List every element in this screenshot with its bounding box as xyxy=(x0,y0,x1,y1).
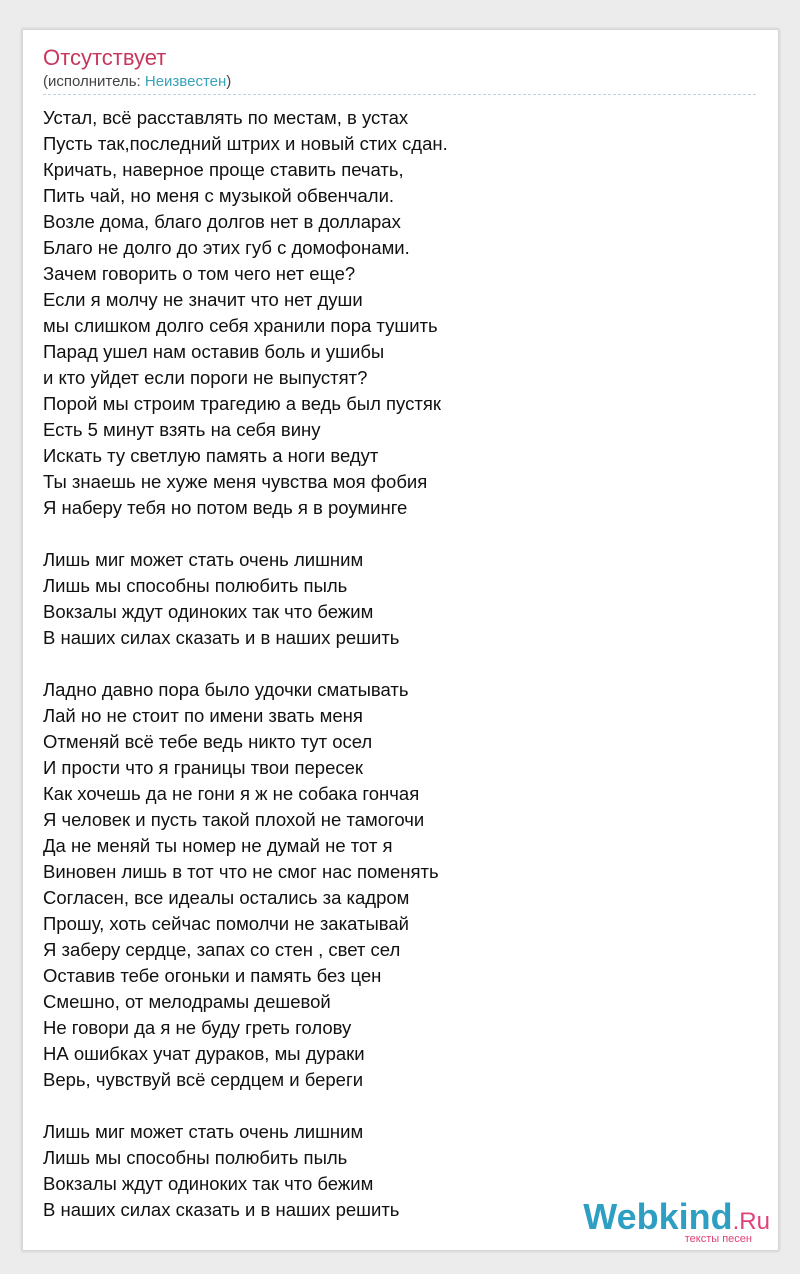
stanza-gap xyxy=(43,521,448,547)
lyric-line: Возле дома, благо долгов нет в долларах xyxy=(43,211,401,232)
lyric-line: Вокзалы ждут одиноких так что бежим xyxy=(43,1173,374,1194)
artist-line xyxy=(43,73,231,91)
artist-link[interactable]: Неизвестен xyxy=(144,73,227,90)
logo-subtitle: тексты песен xyxy=(684,1233,752,1245)
lyric-line: Вокзалы ждут одиноких так что бежим xyxy=(43,601,374,622)
lyric-line: Благо не долго до этих губ с домофонами. xyxy=(43,237,410,258)
lyric-line: Я наберу тебя но потом ведь я в роуминге xyxy=(43,497,408,518)
stanza-gap xyxy=(43,1093,448,1119)
lyrics-body xyxy=(43,105,448,1223)
lyric-line: Пусть так,последний штрих и новый стих сдан. xyxy=(43,133,448,154)
lyric-line: Лай но не стоит по имени звать меня xyxy=(43,705,363,726)
lyric-line: Кричать, наверное проще ставить печать, xyxy=(43,159,404,180)
lyric-line: Отменяй всё тебе ведь никто тут осел xyxy=(43,731,373,752)
lyric-line: Лишь мы способны полюбить пыль xyxy=(43,1147,348,1168)
lyric-line: Лишь миг может стать очень лишним xyxy=(43,1121,364,1142)
logo-tld: .Ru xyxy=(732,1208,770,1235)
lyric-line: мы слишком долго себя хранили пора тушить xyxy=(43,315,438,336)
lyric-line: Оставив тебе огоньки и память без цен xyxy=(43,965,382,986)
lyric-line: и кто уйдет если пороги не выпустят? xyxy=(43,367,368,388)
lyric-line: Парад ушел нам оставив боль и ушибы xyxy=(43,341,385,362)
site-logo[interactable] xyxy=(570,1198,770,1246)
lyric-line: Пить чай, но меня с музыкой обвенчали. xyxy=(43,185,395,206)
lyric-line: Порой мы строим трагедию а ведь был пустяк xyxy=(43,393,441,414)
artist-suffix: ) xyxy=(226,73,232,90)
artist-prefix: (исполнитель: xyxy=(43,73,145,90)
song-title: Отсутствует xyxy=(43,45,167,70)
lyric-line: Устал, всё расставлять по местам, в устах xyxy=(43,107,409,128)
stanza-gap xyxy=(43,651,448,677)
lyric-line: Лишь миг может стать очень лишним xyxy=(43,549,364,570)
lyric-line: Верь, чувствуй всё сердцем и береги xyxy=(43,1069,364,1090)
lyric-line: Зачем говорить о том чего нет еще? xyxy=(43,263,356,284)
title-divider xyxy=(43,94,756,95)
lyrics-card xyxy=(22,29,779,1251)
lyric-line: Если я молчу не значит что нет души xyxy=(43,289,363,310)
lyric-line: Смешно, от мелодрамы дешевой xyxy=(43,991,331,1012)
lyric-line: Как хочешь да не гони я ж не собака гончая xyxy=(43,783,420,804)
lyric-line: И прости что я границы твои пересек xyxy=(43,757,364,778)
lyric-line: Лишь мы способны полюбить пыль xyxy=(43,575,348,596)
lyric-line: Есть 5 минут взять на себя вину xyxy=(43,419,321,440)
lyric-line: Ты знаешь не хуже меня чувства моя фобия xyxy=(43,471,428,492)
logo-main-text: Webkind xyxy=(583,1196,733,1237)
lyric-line: Виновен лишь в тот что не смог нас поменять xyxy=(43,861,439,882)
lyric-line: Согласен, все идеалы остались за кадром xyxy=(43,887,410,908)
lyric-line: НА ошибках учат дураков, мы дураки xyxy=(43,1043,365,1064)
lyric-line: В наших силах сказать и в наших решить xyxy=(43,1199,400,1220)
lyric-line: Искать ту светлую память а ноги ведут xyxy=(43,445,379,466)
lyric-line: Да не меняй ты номер не думай не тот я xyxy=(43,835,393,856)
lyric-line: Не говори да я не буду греть голову xyxy=(43,1017,352,1038)
lyric-line: Прошу, хоть сейчас помолчи не закатывай xyxy=(43,913,409,934)
lyric-line: В наших силах сказать и в наших решить xyxy=(43,627,400,648)
lyric-line: Я заберу сердце, запах со стен , свет сел xyxy=(43,939,401,960)
lyric-line: Я человек и пусть такой плохой не тамогочи xyxy=(43,809,425,830)
lyric-line: Ладно давно пора было удочки сматывать xyxy=(43,679,409,700)
